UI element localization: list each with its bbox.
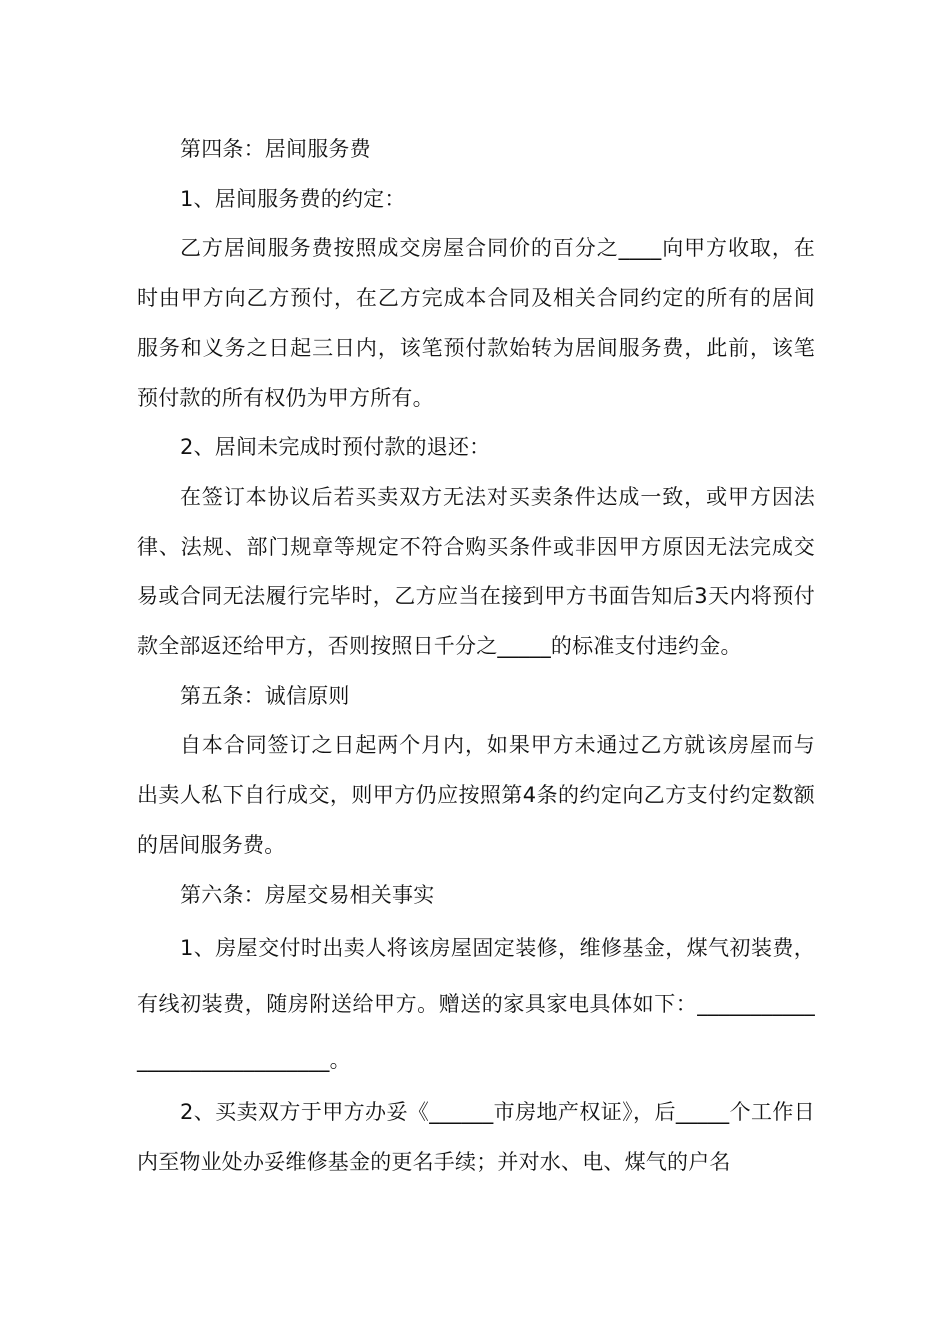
article-5-text: 自本合同签订之日起两个月内，如果甲方未通过乙方就该房屋而与出卖人私下自行成交，则甲方仍应按照第4条的约定向乙方支付约定数额的居间服务费。 (137, 733, 815, 857)
clause-6-1-text: 1、房屋交付时出卖人将该房屋固定装修，维修基金，煤气初装费，有线初装费，随房附送给甲方。赠送的家具家电具体如下：_____________________________。 (137, 936, 815, 1073)
clause-4-1-text: 乙方居间服务费按照成交房屋合同价的百分之____向甲方收取，在时由甲方向乙方预付，在乙方完成本合同及相关合同约定的所有的居间服务和义务之日起三日内，该笔预付款始转为居间服务费，此前，该笔预付款的所有权仍为甲方所有。 (137, 236, 815, 410)
clause-4-2-heading: 2、居间未完成时预付款的退还： (180, 435, 491, 460)
article-5-heading: 第五条：诚信原则 (180, 683, 350, 708)
article-6-heading: 第六条：房屋交易相关事实 (180, 882, 435, 907)
clause-6-2-text: 2、买卖双方于甲方办妥《______市房地产权证》，后_____个工作日内至物业处办妥维修基金的更名手续；并对水、电、煤气的户名 (137, 1100, 815, 1174)
clause-4-2-text: 在签订本协议后若买卖双方无法对买卖条件达成一致，或甲方因法律、法规、部门规章等规定不符合购买条件或非因甲方原因无法完成交易或合同无法履行完毕时，乙方应当在接到甲方书面告知后3天内将预付款全部返还给甲方，否则按照日千分之_____的标准支付违约金。 (137, 484, 815, 659)
document-body (137, 125, 815, 1188)
clause-4-1-heading: 1、居间服务费的约定： (180, 186, 406, 211)
article-4-heading: 第四条：居间服务费 (180, 137, 371, 161)
